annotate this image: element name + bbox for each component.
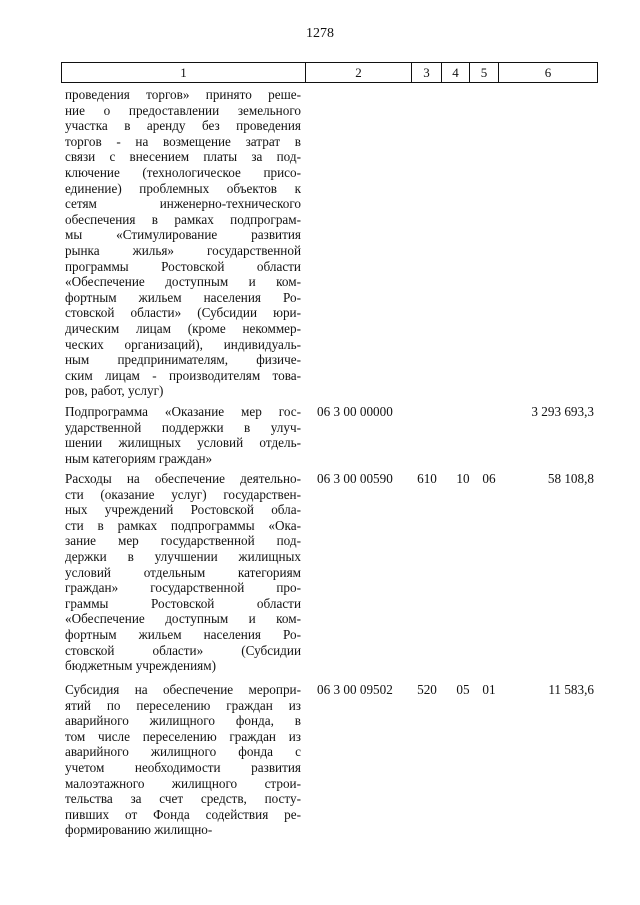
header-col-5: 5	[470, 63, 499, 82]
description-line: единение) проблемных объектов к	[65, 180, 301, 196]
header-col-6: 6	[544, 65, 552, 80]
description-line: сти в рамках подпрограммы «Ока-	[65, 517, 301, 533]
header-col-2: 2	[306, 63, 412, 82]
description-line: Субсидия на обеспечение меропри-	[65, 682, 301, 697]
row-sum: 58 108,8	[547, 471, 594, 486]
header-col-3: 3	[412, 63, 442, 82]
row-code: 06 3 00 09502	[317, 682, 393, 697]
row-description	[65, 404, 301, 466]
description-line: учетом необходимости развития	[65, 759, 301, 775]
description-line: ключение (технологическое присо-	[65, 164, 301, 180]
description-line: зание мер государственной под-	[65, 533, 301, 549]
row-rz: 05	[456, 682, 470, 697]
description-line: бюджетным учреждениям)	[65, 658, 216, 674]
description-line: малоэтажного жилищного строи-	[65, 775, 301, 791]
row-code: 06 3 00 00590	[317, 471, 393, 486]
description-line: обеспечения в рамках подпрограм-	[65, 211, 301, 227]
row-description	[65, 471, 301, 674]
header-col-4: 4	[442, 63, 470, 82]
description-line: пивших от Фонда содействия ре-	[65, 806, 301, 822]
description-line: программы Ростовской области	[65, 258, 301, 274]
row-code: 06 3 00 00000	[317, 404, 393, 419]
description-line: ных учреждений Ростовской обла-	[65, 502, 301, 518]
description-line: шении жилищных условий отдель-	[65, 435, 301, 451]
description-line: Подпрограмма «Оказание мер гос-	[65, 404, 301, 419]
row-description	[65, 682, 301, 838]
description-line: ние о предоставлении земельного	[65, 102, 301, 118]
description-line: ров, работ, услуг)	[65, 383, 164, 399]
description-line: аварийного жилищного фонда с	[65, 744, 301, 760]
description-line: «Обеспечение доступным и ком-	[65, 274, 301, 290]
description-line: ятий по переселению граждан из	[65, 697, 301, 713]
description-line: мы «Стимулирование развития	[65, 227, 301, 243]
description-line: граммы Ростовской области	[65, 595, 301, 611]
row-pr: 06	[482, 471, 496, 486]
description-line: ударственной поддержки в улуч-	[65, 419, 301, 435]
description-line: связи с внесением платы за под-	[65, 149, 301, 165]
description-line: торгов - на возмещение затрат в	[65, 133, 301, 149]
description-line: фортным жильем населения Ро-	[65, 289, 301, 305]
description-line: Расходы на обеспечение деятельно-	[65, 471, 301, 486]
description-line: держки в улучшении жилищных	[65, 548, 301, 564]
description-line: сетям инженерно-технического	[65, 196, 301, 212]
description-line: формированию жилищно-	[65, 822, 213, 838]
row-sum: 11 583,6	[548, 682, 594, 697]
row-kvr: 520	[417, 682, 437, 697]
description-line: тельства за счет средств, посту-	[65, 791, 301, 807]
description-line: том числе переселению граждан из	[65, 728, 301, 744]
description-line: ным предпринимателям, физиче-	[65, 352, 301, 368]
table-header	[61, 62, 598, 83]
header-col-1: 1	[62, 63, 306, 82]
description-line: стовской области» (Субсидии	[65, 642, 301, 658]
description-line: условий отдельным категориям	[65, 564, 301, 580]
row-sum: 3 293 693,3	[531, 404, 594, 419]
description-line: проведения торгов» принято реше-	[65, 87, 301, 102]
description-line: стовской области» (Субсидии юри-	[65, 305, 301, 321]
row-pr: 01	[482, 682, 496, 697]
page-number: 1278	[306, 26, 334, 41]
description-line: рынка жилья» государственной	[65, 242, 301, 258]
row-rz: 10	[456, 471, 470, 486]
description-line: ским лицам - производителям това-	[65, 367, 301, 383]
description-line: граждан» государственной про-	[65, 580, 301, 596]
description-line: сти (оказание услуг) государствен-	[65, 486, 301, 502]
description-line: дическим лицам (кроме некоммер-	[65, 320, 301, 336]
row-kvr: 610	[417, 471, 437, 486]
description-line: фортным жильем населения Ро-	[65, 626, 301, 642]
description-line: аварийного жилищного фонда, в	[65, 713, 301, 729]
description-line: ческих организаций), индивидуаль-	[65, 336, 301, 352]
description-line: «Обеспечение доступным и ком-	[65, 611, 301, 627]
description-line: ным категориям граждан»	[65, 450, 213, 466]
row-description	[65, 87, 301, 399]
description-line: участка в аренду без проведения	[65, 118, 301, 134]
